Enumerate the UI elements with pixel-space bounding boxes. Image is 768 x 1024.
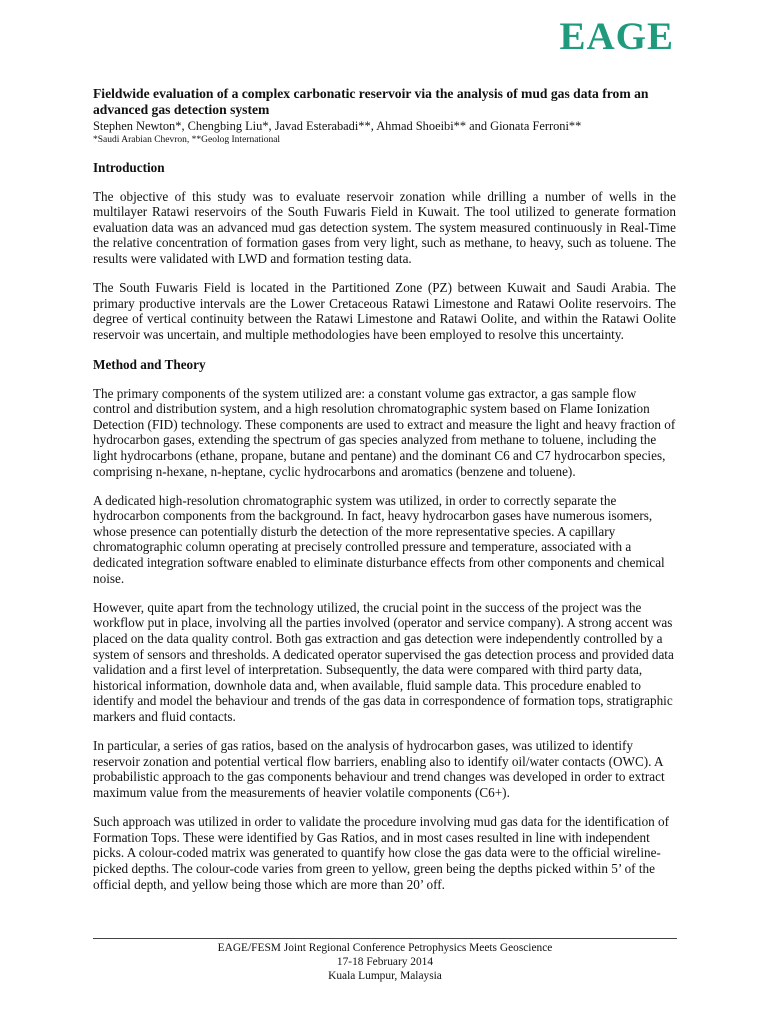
method-paragraph-3: However, quite apart from the technology utilized, the crucial point in the success of the project was the workflow put in place, involving all the parties involved (operator and service company). A strong accent was placed on the data quality control. Both gas extraction and gas detection were independently controlled by a system of sensors and thresholds. A dedicated operator supervised the gas detection process and provided data validation and a first level of interpretation. Subsequently, the data were compared with third party data, historical information, downhole data and, when available, fluid sample data. This procedure enabled to identify and model the behaviour and trends of the gas data in correspondence of formation tops, stratigraphic markers and fluid contacts. [93,599,674,724]
footer-divider [93,938,677,939]
intro-paragraph-2: The South Fuwaris Field is located in the Partitioned Zone (PZ) between Kuwait and Saudi Arabia. The primary productive intervals are the Lower Cretaceous Ratawi Limestone and Ratawi Oolite reservoirs. The degree of vertical continuity between the Ratawi Limestone and Ratawi Oolite, and within the Ratawi Oolite reservoir was uncertain, and multiple methodologies have been employed to resolve this uncertainty. [93,280,676,342]
method-paragraph-4: In particular, a series of gas ratios, based on the analysis of hydrocarbon gases, was utilized to identify reservoir zonation and potential vertical flow barriers, enabling also to identify oil/water contacts (OWC). A probabilistic approach to the gas components behaviour and trend changes was developed in order to extract maximum value from the measurements of heavier volatile components (C6+). [93,738,665,800]
method-paragraph-5: Such approach was utilized in order to validate the procedure involving mud gas data for the identification of Formation Tops. These were identified by Gas Ratios, and in most cases resulted in line with independent picks. A colour-coded matrix was generated to quantify how close the gas data were to the official wireline-picked depths. The colour-code varies from green to yellow, green being the depths picked within 5’ of the official depth, and yellow being those which are more than 20’ off. [93,814,670,892]
section-heading-method: Method and Theory [93,356,206,372]
method-paragraph-1: The primary components of the system utilized are: a constant volume gas extractor, a gas sample flow control and distribution system, and a high resolution chromatographic system based on Flame Ionization Detection (FID) technology. These components are used to extract and measure the light and heavy fraction of hydrocarbon gases, extending the spectrum of gas species analyzed from methane to toluene, including the light hydrocarbons (ethane, propane, butane and pentane) and the dominant C6 and C7 hydrocarbon species, comprising n-hexane, n-heptane, cyclic hydrocarbons and aromatics (benzene and toluene). [93,385,676,479]
paper-affiliations: *Saudi Arabian Chevron, **Geolog International [93,134,281,145]
eage-logo: EAGE [559,15,674,58]
footer-location: Kuala Lumpur, Malaysia [328,970,442,983]
page-footer [93,941,677,984]
footer-conference: EAGE/FESM Joint Regional Conference Petrophysics Meets Geoscience [217,942,553,954]
paper-authors: Stephen Newton*, Chengbing Liu*, Javad Esterabadi**, Ahmad Shoeibi** and Gionata Ferroni** [93,118,582,133]
section-heading-introduction: Introduction [93,159,165,175]
paper-title: Fieldwide evaluation of a complex carbonatic reservoir via the analysis of mud gas data from an advanced gas detection system [93,86,649,117]
paper-body [93,86,676,906]
intro-paragraph-1: The objective of this study was to evaluate reservoir zonation while drilling a number of wells in the multilayer Ratawi reservoirs of the South Fuwaris Field in Kuwait. The tool utilized to generate formation evaluation data was an advanced mud gas detection system. The system measured continuously in Real-Time the relative concentration of formation gases from very light, such as methane, to heavy, such as toluene. The results were validated with LWD and formation testing data. [93,188,676,266]
method-paragraph-2: A dedicated high-resolution chromatographic system was utilized, in order to correctly separate the hydrocarbon components from the background. In fact, heavy hydrocarbon gases have numerous isomers, whose presence can potentially disturb the detection of the more representative species. A capillary chromatographic column operating at precisely controlled pressure and temperature, associated with a dedicated integration software enabled to eliminate disturbance effects from other components and chemical noise. [93,492,665,586]
footer-dates: 17-18 February 2014 [336,956,434,969]
